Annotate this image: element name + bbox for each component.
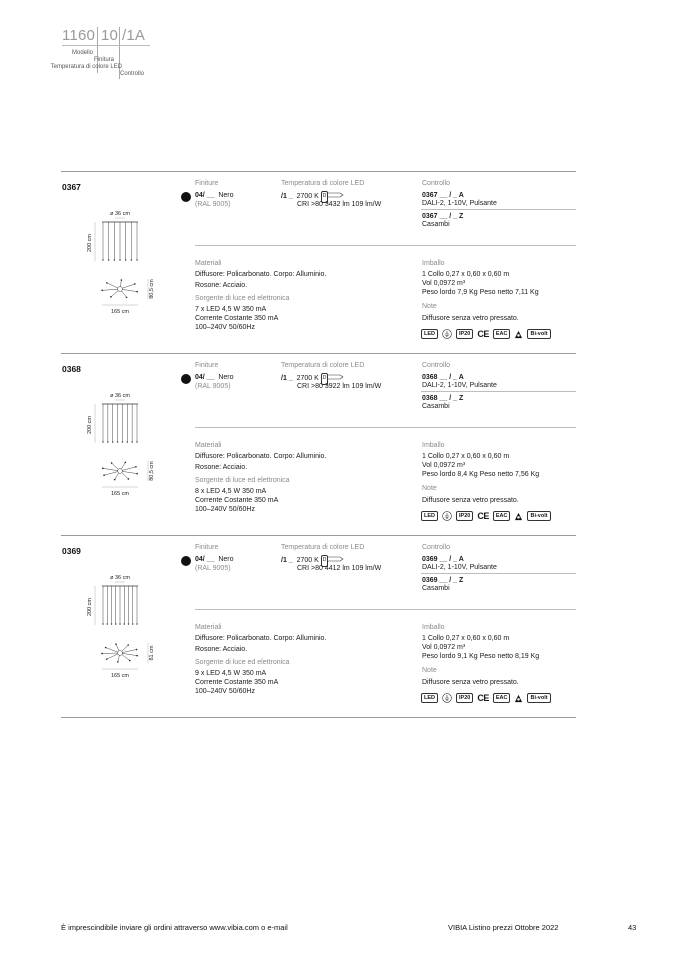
source-header: Sorgente di luce ed elettronica [195,477,290,484]
product-code: 0368 [62,364,81,374]
lamp-head [136,473,138,475]
ip-rating-badge: IP20 [456,693,473,703]
finish-color-swatch [181,374,191,384]
materials-line2: Rosone: Acciaio. [195,282,248,289]
lamp-head [126,297,128,299]
packing-line2: Vol 0,0972 m³ [422,644,466,651]
product-drawing [80,573,160,685]
finish-ral: (RAL 9005) [195,565,231,572]
lamp-head [136,623,137,624]
control-header: Controllo [422,544,451,551]
certifications [421,693,551,703]
divider [62,45,150,46]
control-z-code: 0368 __ / _ Z [422,395,464,402]
lamp-head [134,283,136,285]
control-header: Controllo [422,180,451,187]
control-a-code: 0368 __ / _ A [422,374,464,381]
materials-line1: Diffusore: Policarbonato. Corpo: Alluminio. [195,453,327,460]
finish-header: Finiture [195,362,219,369]
lamp-head [136,649,138,651]
materials-line1: Diffusore: Policarbonato. Corpo: Alluminio. [195,635,327,642]
lamp-head [108,259,109,260]
source-line1: 8 x LED 4,5 W 350 mA [195,488,267,495]
divider [421,573,576,574]
certifications [421,511,551,521]
code-key-model: 1160 [62,27,96,44]
lamp-head [119,259,120,260]
height-label: 200 cm [87,415,93,435]
control-a-code: 0367 __ / _ A [422,192,464,199]
code-key-label-model: Modello [71,50,93,56]
finish-name: Nero [218,374,234,381]
height-label: 200 cm [87,597,93,617]
packing-header: Imballo [422,624,445,631]
finish-code: 04/ __ [195,192,215,199]
eac-badge: EAC [493,511,511,521]
divider [421,209,576,210]
lamp-head [129,660,131,662]
source-line1: 9 x LED 4,5 W 350 mA [195,670,267,677]
ce-mark: CE [477,693,489,703]
code-key-label-control: Controllo [119,71,144,77]
lamp-head [117,661,119,663]
control-z-code: 0367 __ / _ Z [422,213,464,220]
product-code: 0367 [62,182,81,192]
source-header: Sorgente di luce ed elettronica [195,295,290,302]
recycle-icon [514,330,523,339]
materials-header: Materiali [195,260,222,267]
lamp-head [114,259,115,260]
lamp-head [132,623,133,624]
packing-line1: 1 Collo 0,27 x 0,60 x 0,60 m [422,453,510,460]
color-temp-kelvin: 2700 K [296,193,319,200]
code-key-finish: 10 [101,27,119,44]
bivolt-badge: Bi-volt [527,511,550,521]
energy-arrow-icon [328,374,344,380]
note-header: Note [422,485,437,492]
finish-name: Nero [218,556,234,563]
led-badge: LED [421,693,438,703]
finish-header: Finiture [195,544,219,551]
control-a-desc: DALI-2, 1-10V, Pulsante [422,382,497,389]
lamp-head [115,623,116,624]
diameter-label: ø 36 cm [110,393,130,399]
depth-label: 80,5 cm [149,279,155,299]
materials-line2: Rosone: Acciaio. [195,464,248,471]
lamp-head [128,623,129,624]
lamp-head [103,474,105,476]
control-z-code: 0369 __ / _ Z [422,577,464,584]
footer-catalog: VIBIA Listino prezzi Ottobre 2022 [448,923,559,932]
ip-rating-badge: IP20 [456,511,473,521]
note-header: Note [422,303,437,310]
energy-arrow-icon [328,192,344,198]
divider [195,609,576,610]
lamp-head [105,647,107,649]
ce-mark: CE [477,511,489,521]
lamp-head [101,290,103,292]
width-label: 165 cm [110,673,130,679]
lamp-head [107,623,108,624]
note-header: Note [422,667,437,674]
recycle-icon [514,694,523,703]
packing-line1: 1 Collo 0,27 x 0,60 x 0,60 m [422,271,510,278]
control-z-desc: Casambi [422,403,450,410]
lamp-head [131,259,132,260]
lamp-head [114,479,116,481]
lamp-head [121,279,123,281]
lamp-head [131,441,132,442]
ground-icon [442,329,452,339]
packing-line3: Peso lordo 8,4 Kg Peso netto 7,56 Kg [422,471,540,478]
packing-header: Imballo [422,442,445,449]
lamp-head [119,623,120,624]
ce-mark: CE [477,329,489,339]
source-line1: 7 x LED 4,5 W 350 mA [195,306,267,313]
packing-header: Imballo [422,260,445,267]
ip-rating-badge: IP20 [456,329,473,339]
lamp-head [102,259,103,260]
lamp-head [102,441,103,442]
section-divider [61,353,576,354]
lamp-head [135,466,137,468]
width-label: 165 cm [110,309,130,315]
materials-line2: Rosone: Acciaio. [195,646,248,653]
color-temp-code: /1 _ [281,193,293,200]
center-hub [118,469,123,474]
lamp-head [111,462,113,464]
lamp-head [122,441,123,442]
color-temp-specs: CRI >80 3432 lm 109 lm/W [297,201,382,208]
led-badge: LED [421,511,438,521]
source-header: Sorgente di luce ed elettronica [195,659,290,666]
energy-arrow-icon [328,556,344,562]
eac-badge: EAC [493,329,511,339]
certifications [421,329,551,339]
lamp-head [127,441,128,442]
lamp-head [117,441,118,442]
color-temp-specs: CRI >80 4412 lm 109 lm/W [297,565,382,572]
color-temp-code: /1 _ [281,557,293,564]
lamp-head [136,441,137,442]
lamp-head [110,296,112,298]
page-number: 43 [628,923,637,932]
lamp-head [107,441,108,442]
lamp-head [106,658,108,660]
finish-code: 04/ __ [195,374,215,381]
lamp-head [102,468,104,470]
section-divider [61,717,576,718]
finish-ral: (RAL 9005) [195,383,231,390]
lamp-head [125,462,127,464]
led-badge: LED [421,329,438,339]
lamp-head [111,623,112,624]
width-label: 165 cm [110,491,130,497]
note-text: Diffusore senza vetro pressato. [422,679,519,686]
lamp-head [106,282,108,284]
control-a-desc: DALI-2, 1-10V, Pulsante [422,200,497,207]
source-line3: 100–240V 50/60Hz [195,688,255,695]
color-temp-specs: CRI >80 3922 lm 109 lm/W [297,383,382,390]
lamp-head [127,644,129,646]
divider [195,245,576,246]
lamp-head [136,259,137,260]
lamp-head [102,623,103,624]
finish-header: Finiture [195,180,219,187]
color-temp-kelvin: 2700 K [296,557,319,564]
section-divider [61,535,576,536]
source-line2: Corrente Costante 350 mA [195,679,279,686]
packing-line2: Vol 0,0972 m³ [422,462,466,469]
lamp-head [125,259,126,260]
height-label: 200 cm [87,233,93,253]
color-temp-header: Temperatura di colore LED [281,362,365,369]
lamp-head [115,643,117,645]
packing-line2: Vol 0,0972 m³ [422,280,466,287]
source-line3: 100–240V 50/60Hz [195,506,255,513]
source-line3: 100–240V 50/60Hz [195,324,255,331]
control-header: Controllo [422,362,451,369]
footer-note: È imprescindibile inviare gli ordini attraverso www.vibia.com o e-mail [61,923,288,932]
control-z-desc: Casambi [422,585,450,592]
product-drawing [80,209,160,321]
recycle-icon [514,512,523,521]
lamp-head [124,623,125,624]
depth-label: 80,5 cm [149,461,155,481]
ground-icon [442,693,452,703]
code-key-label-finish: Finitura [93,57,114,63]
energy-class-badge: D [321,555,329,567]
product-drawing [80,391,160,503]
note-text: Diffusore senza vetro pressato. [422,315,519,322]
finish-color-swatch [181,556,191,566]
source-line2: Corrente Costante 350 mA [195,497,279,504]
lamp-head [112,441,113,442]
product-code: 0369 [62,546,81,556]
color-temp-header: Temperatura di colore LED [281,544,365,551]
lamp-head [128,478,130,480]
energy-class-badge: D [321,191,329,203]
divider [195,427,576,428]
ground-icon [442,511,452,521]
divider [421,391,576,392]
code-key [50,27,152,79]
arm-line [102,289,120,290]
section-divider [61,171,576,172]
lamp-head [101,653,103,655]
finish-code: 04/ __ [195,556,215,563]
finish-ral: (RAL 9005) [195,201,231,208]
packing-line3: Peso lordo 7,9 Kg Peso netto 7,11 Kg [422,289,539,296]
depth-label: 81 cm [149,645,155,661]
diameter-label: ø 36 cm [110,575,130,581]
eac-badge: EAC [493,693,511,703]
color-temp-header: Temperatura di colore LED [281,180,365,187]
diameter-label: ø 36 cm [110,211,130,217]
lamp-head [136,655,138,657]
finish-color-swatch [181,192,191,202]
packing-line3: Peso lordo 9,1 Kg Peso netto 8,19 Kg [422,653,540,660]
code-key-label-temperature: Temperatura di colore LED [50,64,122,70]
control-a-code: 0369 __ / _ A [422,556,464,563]
color-temp-kelvin: 2700 K [296,375,319,382]
materials-header: Materiali [195,624,222,631]
center-hub [118,287,123,292]
control-z-desc: Casambi [422,221,450,228]
lamp-head [136,291,138,293]
color-temp-code: /1 _ [281,375,293,382]
bivolt-badge: Bi-volt [527,329,550,339]
control-a-desc: DALI-2, 1-10V, Pulsante [422,564,497,571]
materials-header: Materiali [195,442,222,449]
bivolt-badge: Bi-volt [527,693,550,703]
source-line2: Corrente Costante 350 mA [195,315,279,322]
packing-line1: 1 Collo 0,27 x 0,60 x 0,60 m [422,635,510,642]
energy-class-badge: D [321,373,329,385]
finish-name: Nero [218,192,234,199]
center-hub [118,651,123,656]
note-text: Diffusore senza vetro pressato. [422,497,519,504]
materials-line1: Diffusore: Policarbonato. Corpo: Alluminio. [195,271,327,278]
code-key-control: /1A [122,27,146,44]
